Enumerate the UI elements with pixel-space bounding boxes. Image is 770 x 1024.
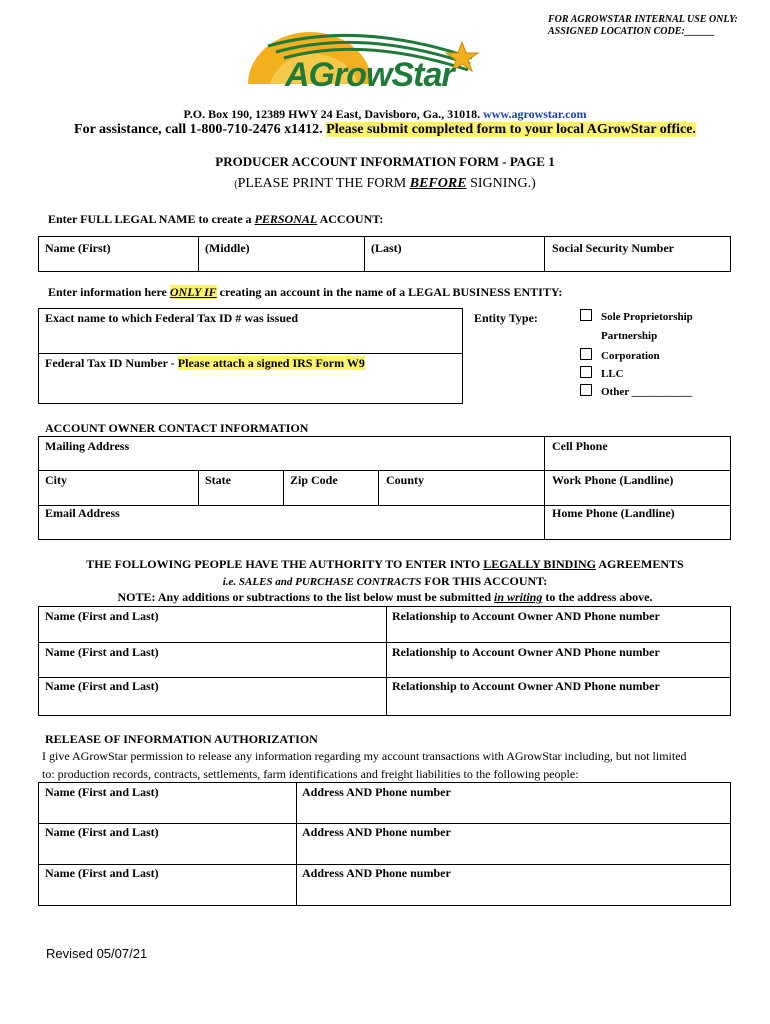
divider <box>544 436 545 540</box>
authority-relationship-field[interactable]: Relationship to Account Owner AND Phone number <box>392 609 660 623</box>
assistance-phone-text: For assistance, call 1-800-710-2476 x1412. <box>74 122 323 137</box>
submit-note: Please submit completed form to your local AGrowStar office. <box>326 122 696 137</box>
authority-line-1 <box>0 557 770 572</box>
last-name-field[interactable]: (Last) <box>371 241 402 255</box>
business-pre: Enter information here <box>48 285 170 299</box>
other-label: Other <box>601 386 629 398</box>
address-line <box>0 107 770 122</box>
divider <box>378 470 379 505</box>
entity-type-label: Entity Type: <box>474 311 538 325</box>
other-checkbox[interactable] <box>580 384 592 396</box>
note-pre: NOTE: Any additions or subtractions to the list below must be submitted <box>117 590 494 604</box>
authority-relationship-field[interactable]: Relationship to Account Owner AND Phone number <box>392 645 660 659</box>
authority-emphasis: LEGALLY BINDING <box>483 557 596 571</box>
llc-label: LLC <box>601 368 624 380</box>
email-address-field[interactable]: Email Address <box>45 506 120 520</box>
middle-name-field[interactable]: (Middle) <box>205 241 250 255</box>
authority-line-3 <box>0 590 770 605</box>
divider <box>38 823 731 824</box>
contact-heading: ACCOUNT OWNER CONTACT INFORMATION <box>45 421 309 435</box>
assistance-line <box>0 122 770 138</box>
divider <box>364 236 365 272</box>
home-phone-field[interactable]: Home Phone (Landline) <box>552 506 675 520</box>
partnership-label: Partnership <box>601 330 658 342</box>
ssn-field[interactable]: Social Security Number <box>552 241 674 255</box>
personal-pre: Enter FULL LEGAL NAME to create a <box>48 212 255 226</box>
authority-account-note: FOR THIS ACCOUNT: <box>421 574 548 588</box>
subtitle-pre: PLEASE PRINT THE FORM <box>237 176 410 191</box>
release-body-line-2: to: production records, contracts, settlements, farm identifications and freight liabilities to the following people: <box>42 767 579 781</box>
w9-note: Please attach a signed IRS Form W9 <box>177 356 365 370</box>
release-address-field[interactable]: Address AND Phone number <box>302 825 451 839</box>
divider <box>544 236 545 272</box>
business-emphasis: ONLY IF <box>169 285 217 299</box>
sole-proprietorship-checkbox[interactable] <box>580 309 592 321</box>
authority-contracts-note: i.e. SALES and PURCHASE CONTRACTS <box>222 576 422 588</box>
other-blank[interactable]: ___________ <box>631 386 693 398</box>
exact-name-field[interactable]: Exact name to which Federal Tax ID # was issued <box>45 311 299 325</box>
note-emphasis: in writing <box>494 590 543 604</box>
divider <box>38 864 731 865</box>
contact-table <box>38 436 731 540</box>
subtitle-emphasis: BEFORE <box>409 176 467 191</box>
authority-relationship-field[interactable]: Relationship to Account Owner AND Phone number <box>392 679 660 693</box>
authority-pre: THE FOLLOWING PEOPLE HAVE THE AUTHORITY TO ENTER INTO <box>86 557 484 571</box>
subtitle-open-paren: ( <box>234 179 238 190</box>
release-heading: RELEASE OF INFORMATION AUTHORIZATION <box>45 732 318 746</box>
first-name-field[interactable]: Name (First) <box>45 241 111 255</box>
logo-text: AGrowStar <box>285 56 454 94</box>
release-body-line-1: I give AGrowStar permission to release any information regarding my account transactions with AGrowStar including, but not limited <box>42 749 687 763</box>
release-address-field[interactable]: Address AND Phone number <box>302 866 451 880</box>
cell-phone-field[interactable]: Cell Phone <box>552 439 608 453</box>
business-instruction <box>48 285 562 300</box>
divider <box>296 782 297 906</box>
divider <box>38 642 731 643</box>
divider <box>386 606 387 716</box>
mailing-address-field[interactable]: Mailing Address <box>45 439 130 453</box>
form-title: PRODUCER ACCOUNT INFORMATION FORM - PAGE 1 <box>215 154 555 169</box>
release-address-field[interactable]: Address AND Phone number <box>302 785 451 799</box>
sole-proprietorship-label: Sole Proprietorship <box>601 311 693 323</box>
federal-tax-id-field[interactable] <box>45 356 365 371</box>
divider <box>38 677 731 678</box>
personal-post: ACCOUNT: <box>317 212 384 226</box>
county-field[interactable]: County <box>386 473 425 487</box>
subtitle-post: SIGNING.) <box>466 176 536 191</box>
personal-emphasis: PERSONAL <box>254 212 318 226</box>
divider <box>38 353 463 354</box>
authority-name-field[interactable]: Name (First and Last) <box>45 679 159 693</box>
authority-line-2 <box>0 574 770 589</box>
form-subtitle <box>0 176 770 192</box>
divider <box>198 470 199 505</box>
work-phone-field[interactable]: Work Phone (Landline) <box>552 473 674 487</box>
authority-name-field[interactable]: Name (First and Last) <box>45 645 159 659</box>
city-field[interactable]: City <box>45 473 67 487</box>
zip-code-field[interactable]: Zip Code <box>290 473 338 487</box>
note-post: to the address above. <box>542 590 653 604</box>
tax-id-label: Federal Tax ID Number - <box>45 356 178 370</box>
other-option <box>601 386 692 398</box>
location-code-line: ASSIGNED LOCATION CODE:______ <box>548 26 715 37</box>
divider <box>283 470 284 505</box>
release-name-field[interactable]: Name (First and Last) <box>45 825 159 839</box>
release-name-field[interactable]: Name (First and Last) <box>45 866 159 880</box>
divider <box>38 470 731 471</box>
corporation-checkbox[interactable] <box>580 348 592 360</box>
website-link[interactable]: www.agrowstar.com <box>483 107 587 121</box>
release-name-field[interactable]: Name (First and Last) <box>45 785 159 799</box>
state-field[interactable]: State <box>205 473 231 487</box>
revised-date: Revised 05/07/21 <box>46 946 148 961</box>
llc-checkbox[interactable] <box>580 366 592 378</box>
internal-use-label <box>548 14 738 38</box>
release-table <box>38 782 731 906</box>
divider <box>198 236 199 272</box>
personal-account-instruction <box>48 212 383 227</box>
address-text: P.O. Box 190, 12389 HWY 24 East, Davisboro, Ga., 31018. <box>183 107 481 121</box>
internal-use-line: FOR AGROWSTAR INTERNAL USE ONLY: <box>548 14 738 25</box>
business-post: creating an account in the name of a LEGAL BUSINESS ENTITY: <box>216 285 563 299</box>
authority-post: AGREEMENTS <box>596 557 684 571</box>
agrowstar-logo <box>240 28 500 100</box>
authority-name-field[interactable]: Name (First and Last) <box>45 609 159 623</box>
corporation-label: Corporation <box>601 350 660 362</box>
